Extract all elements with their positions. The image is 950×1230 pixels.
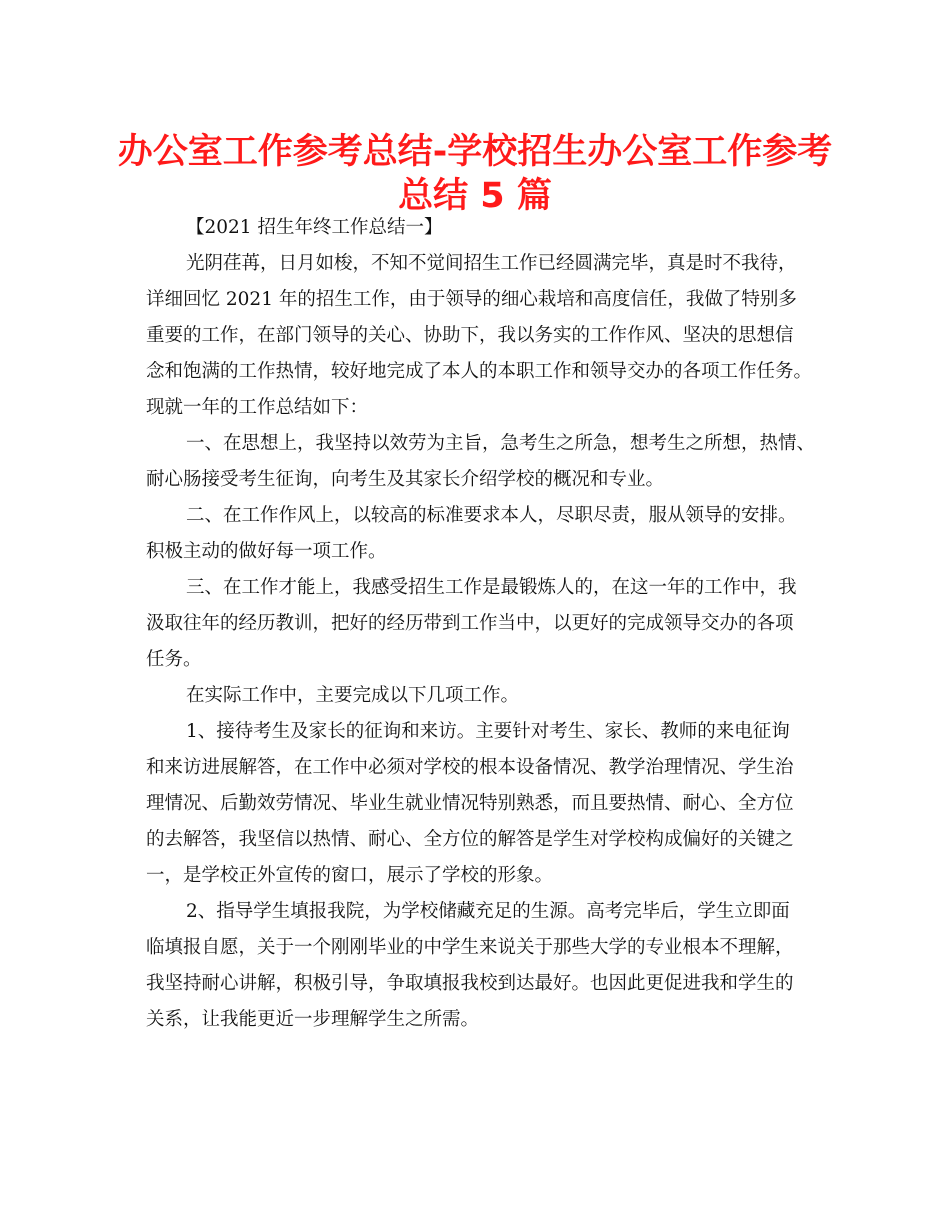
paragraph-line: 任务。 bbox=[146, 649, 202, 670]
paragraph-line: 在实际工作中，主要完成以下几项工作。 bbox=[186, 685, 520, 706]
section-heading: 【2021 招生年终工作总结一】 bbox=[186, 217, 443, 238]
paragraph-line: 的去解答，我坚信以热情、耐心、全方位的解答是学生对学校构成偏好的关键之 bbox=[146, 829, 794, 850]
document-title-line-2: 总结 5 篇 bbox=[398, 176, 552, 216]
paragraph-line: 我坚持耐心讲解，积极引导，争取填报我校到达最好。也因此更促进我和学生的 bbox=[146, 973, 794, 994]
paragraph-line: 耐心肠接受考生征询，向考生及其家长介绍学校的概况和专业。 bbox=[146, 469, 665, 490]
paragraph-line: 临填报自愿，关于一个刚刚毕业的中学生来说关于那些大学的专业根本不理解， bbox=[146, 937, 794, 958]
paragraph-line: 现就一年的工作总结如下： bbox=[146, 397, 369, 418]
paragraph-line: 1、接待考生及家长的征询和来访。主要针对考生、家长、教师的来电征询 bbox=[186, 721, 790, 742]
paragraph-line: 光阴荏苒，日月如梭，不知不觉间招生工作已经圆满完毕，真是时不我待， bbox=[186, 253, 797, 274]
paragraph-line: 念和饱满的工作热情，较好地完成了本人的本职工作和领导交办的各项工作任务。 bbox=[146, 361, 813, 382]
paragraph-line: 汲取往年的经历教训，把好的经历带到工作当中，以更好的完成领导交办的各项 bbox=[146, 613, 794, 634]
paragraph-line: 积极主动的做好每一项工作。 bbox=[146, 541, 387, 562]
paragraph-line: 理情况、后勤效劳情况、毕业生就业情况特别熟悉，而且要热情、耐心、全方位 bbox=[146, 793, 794, 814]
paragraph-line: 和来访进展解答，在工作中必须对学校的根本设备情况、教学治理情况、学生治 bbox=[146, 757, 794, 778]
paragraph-line: 关系，让我能更近一步理解学生之所需。 bbox=[146, 1009, 480, 1030]
paragraph-line: 重要的工作，在部门领导的关心、协助下，我以务实的工作作风、坚决的思想信 bbox=[146, 325, 794, 346]
paragraph-line: 详细回忆 2021 年的招生工作，由于领导的细心栽培和高度信任，我做了特别多 bbox=[146, 289, 797, 310]
paragraph-line: 2、指导学生填报我院，为学校储藏充足的生源。高考完毕后，学生立即面 bbox=[186, 901, 790, 922]
paragraph-line: 一、在思想上，我坚持以效劳为主旨，急考生之所急，想考生之所想，热情、 bbox=[186, 433, 816, 454]
paragraph-line: 三、在工作才能上，我感受招生工作是最锻炼人的，在这一年的工作中，我 bbox=[186, 577, 797, 598]
document-title-line-1: 办公室工作参考总结-学校招生办公室工作参考 bbox=[117, 132, 833, 172]
paragraph-line: 二、在工作作风上，以较高的标准要求本人，尽职尽责，服从领导的安排。 bbox=[186, 505, 797, 526]
paragraph-line: 一，是学校正外宣传的窗口，展示了学校的形象。 bbox=[146, 865, 554, 886]
